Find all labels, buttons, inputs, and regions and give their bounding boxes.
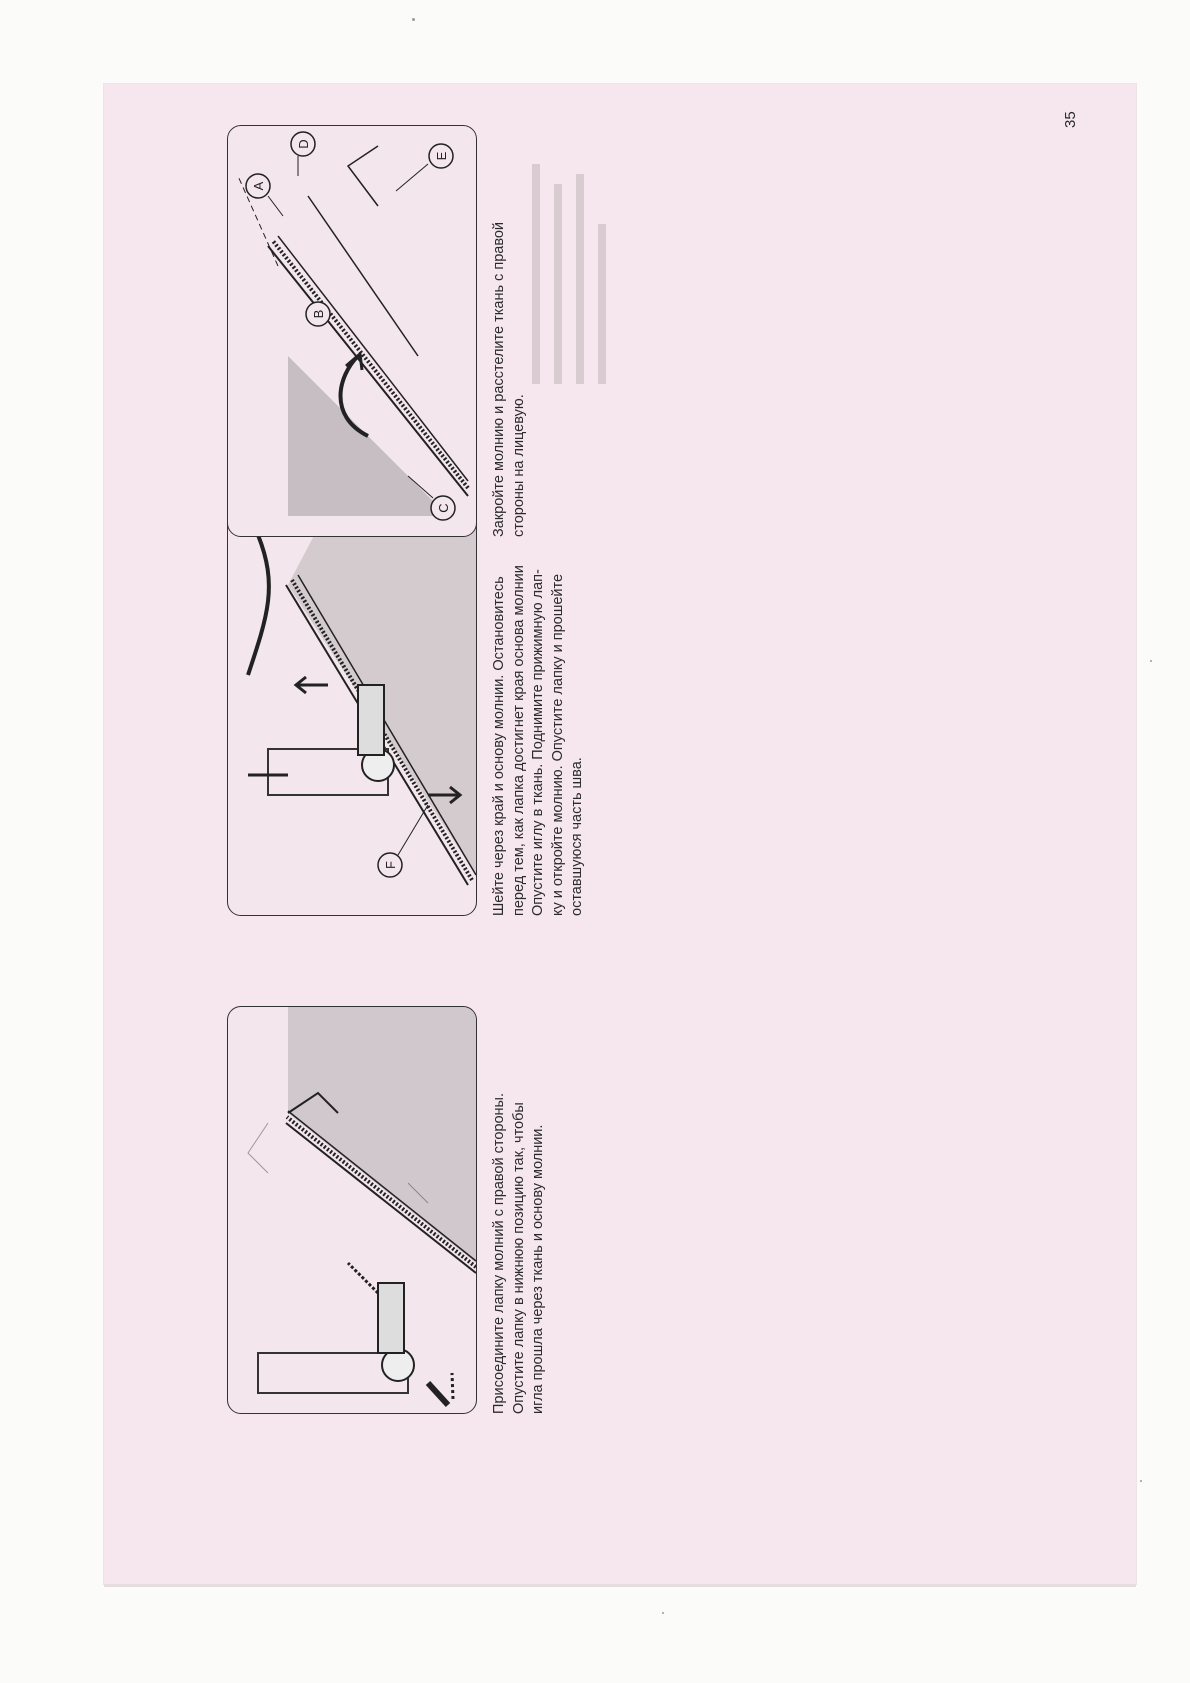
caption-line: игла прошла через ткань и основу молнии. [530,1124,546,1414]
caption-line: Опустите лапку в нижнюю позицию так, чтобы [510,1102,527,1414]
label-d: D [296,139,311,149]
label-f: F [383,861,398,869]
illustration-step-3 [227,125,477,537]
scan-speck [662,1612,664,1614]
caption-line: ку и откройте молнию. Опустите лапку и прошейте [549,573,566,916]
illustration-step-1 [227,1006,477,1414]
caption-line: оставшуюся часть шва. [569,757,585,916]
label-b: B [311,309,326,319]
scan-speck [412,18,415,21]
page-edge [104,1584,1136,1587]
caption-line: Опустите иглу в ткань. Поднимите прижимную лап- [530,569,546,916]
page-number: 35 [1062,111,1079,128]
caption-line: перед тем, как лапка достигнет края основа молнии [510,565,527,916]
caption-line: стороны на лицевую. [510,394,527,537]
label-a: A [251,181,266,191]
caption-line: Закройте молнию и расстелите ткань с правой [491,221,507,537]
sewing-along-zipper-drawing [228,509,476,915]
illustration-step-2 [227,508,477,916]
step-2-caption [490,496,588,916]
bleed-through-text [522,154,612,384]
label-e: E [434,151,449,161]
rotated-content [104,84,1136,1584]
label-c: C [436,503,451,513]
closed-zipper-fabric-drawing [228,126,476,536]
scan-speck [1150,660,1152,662]
scan-speck [1140,1480,1142,1482]
caption-line: Шейте через край и основу молнии. Остановитесь [491,576,507,916]
caption-line: Присоедините лапку молний с правой стороны. [491,1093,507,1414]
zipper-foot-attach-drawing [228,1007,476,1413]
step-1-caption [490,994,549,1414]
